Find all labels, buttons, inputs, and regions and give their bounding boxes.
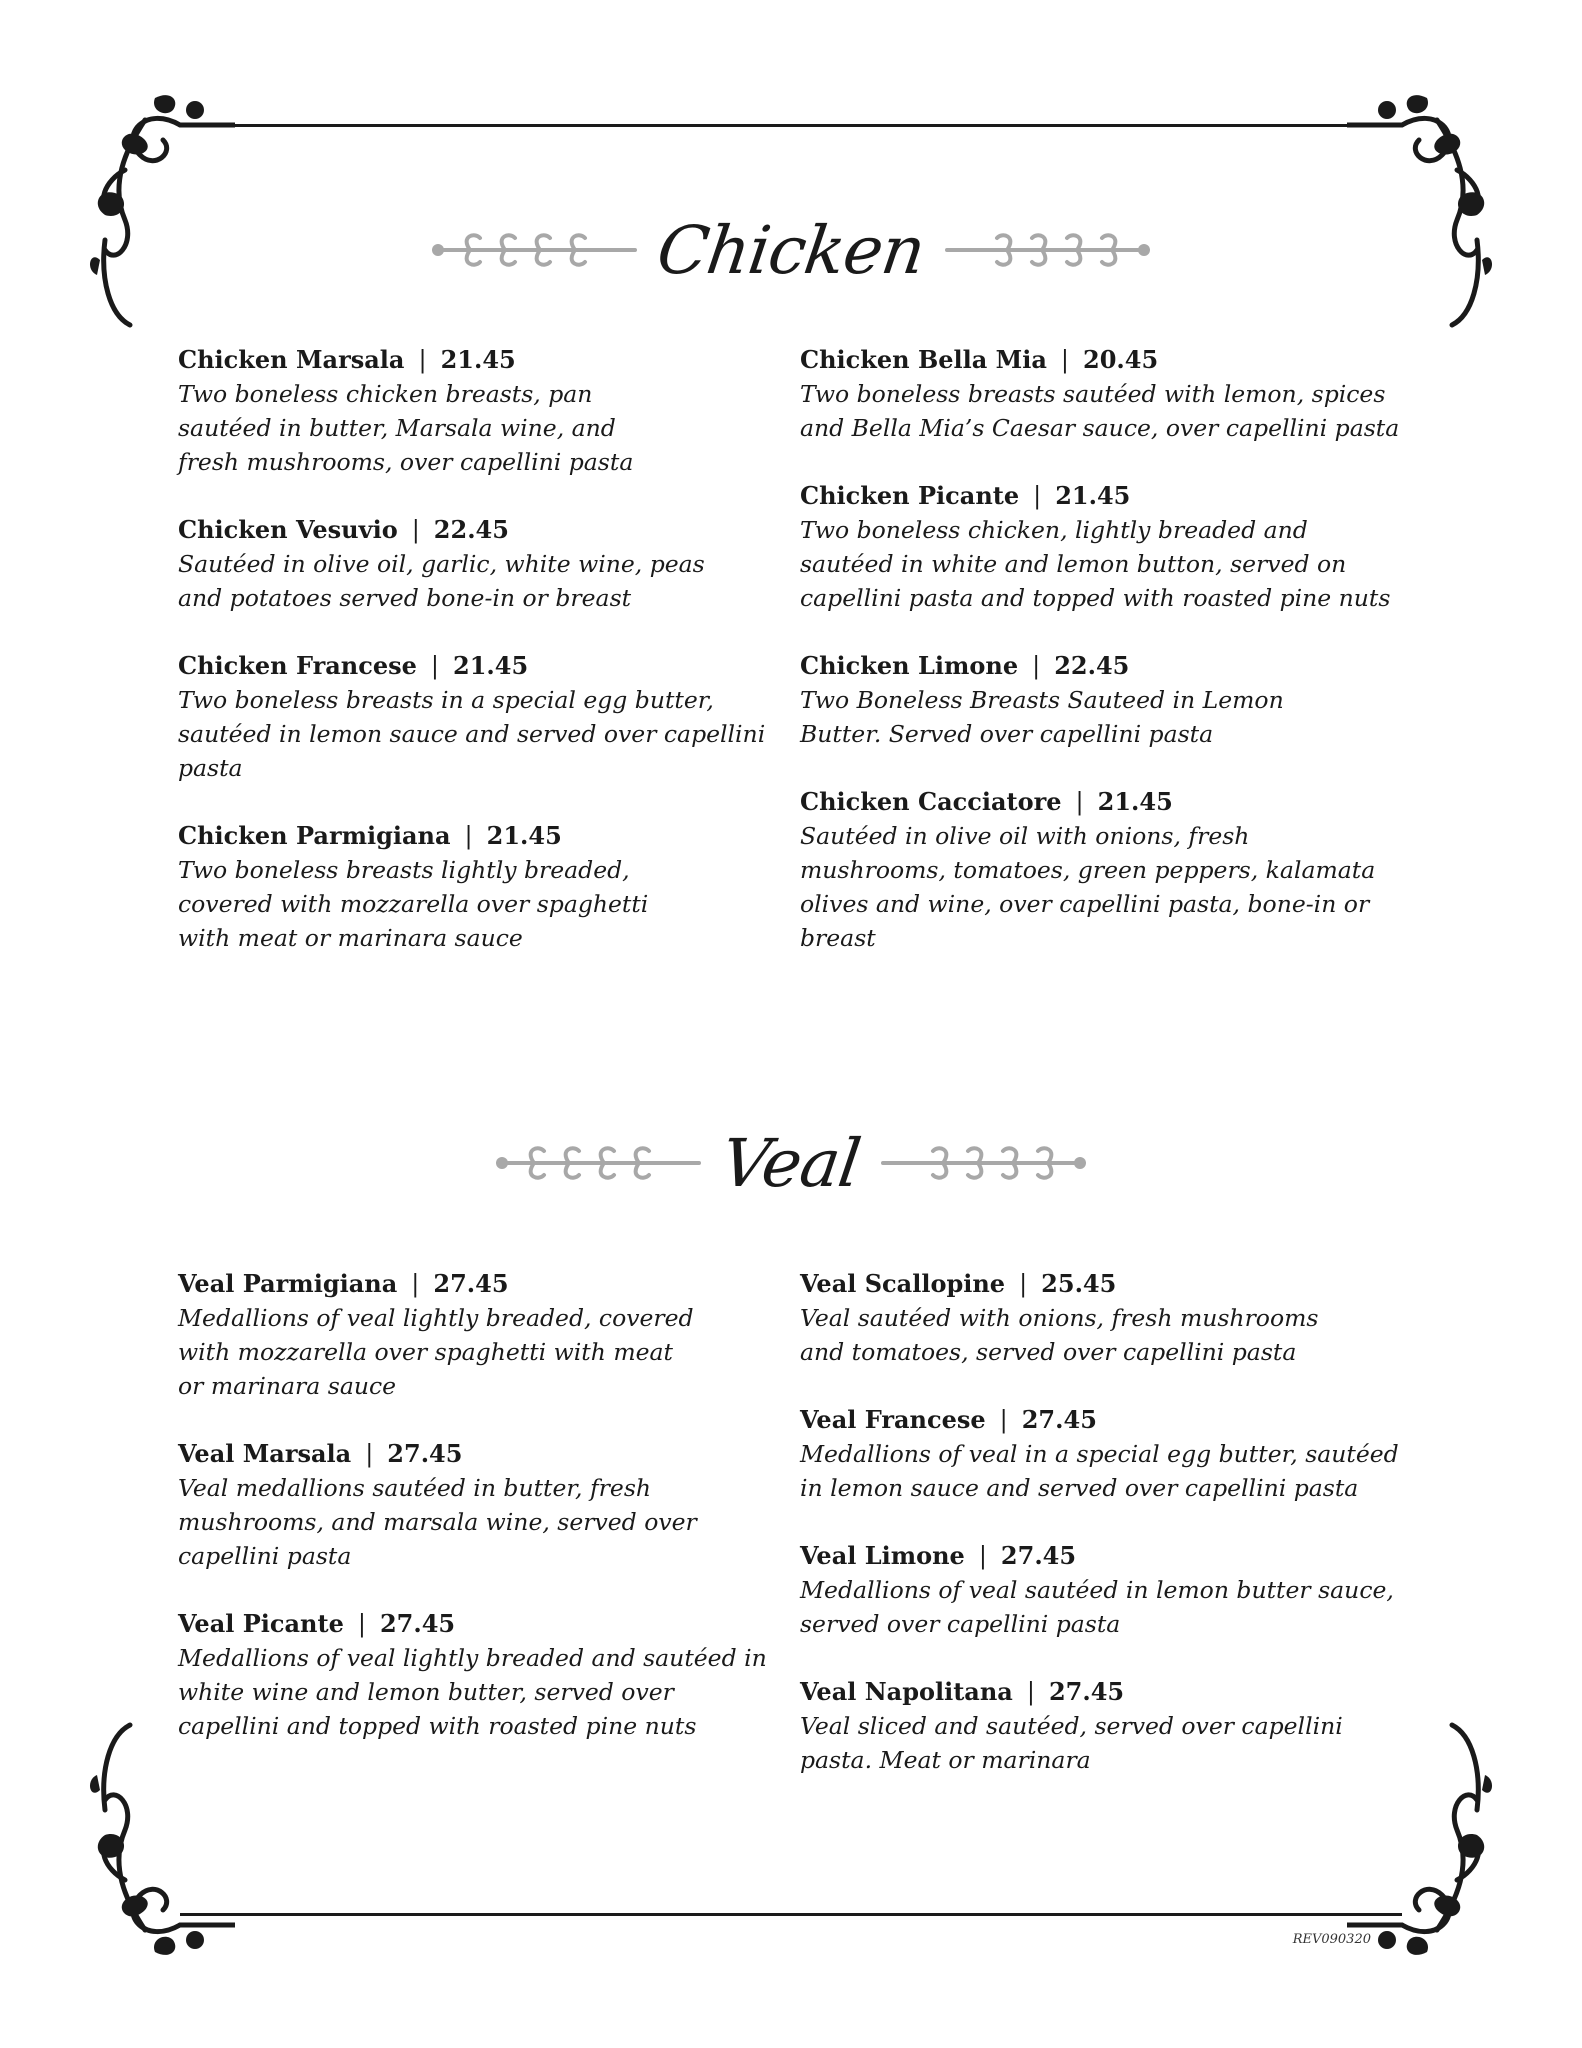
item-price: 27.45 (1000, 1541, 1077, 1570)
menu-item: Chicken Limone | 22.45 Two Boneless Breasts Sauteed in Lemon Butter. Served over capellini pasta (800, 649, 1400, 751)
item-description: Veal medallions sautéed in butter, fresh mushrooms, and marsala wine, served over capellini pasta (178, 1474, 697, 1570)
item-price: 21.45 (1055, 481, 1131, 510)
menu-item: Chicken Vesuvio | 22.45 Sautéed in olive oil, garlic, white wine, peas and potatoes served bone-in or breast (178, 513, 778, 615)
item-description: Two boneless chicken, lightly breaded and sautéed in white and lemon button, served on capellini pasta and topped with roasted pine nuts (800, 516, 1391, 612)
item-name: Veal Picante (178, 1609, 344, 1638)
item-description: Two boneless breasts lightly breaded, covered with mozzarella over spaghetti with meat or marinara sauce (178, 856, 649, 952)
laurel-sprig-icon (942, 228, 1152, 272)
veal-section-header (0, 1118, 1582, 1208)
menu-item: Veal Picante | 27.45 Medallions of veal lightly breaded and sautéed in white wine and lemon butter, served over capellini and topped with roasted pine nuts (178, 1607, 778, 1743)
item-price: 22.45 (433, 515, 509, 544)
veal-right-column (800, 1267, 1400, 1811)
item-price: 27.45 (1021, 1405, 1097, 1434)
item-name: Chicken Parmigiana (178, 821, 451, 850)
menu-item: Chicken Bella Mia | 20.45 Two boneless breasts sautéed with lemon, spices and Bella Mia’s Caesar sauce, over capellini pasta (800, 343, 1400, 445)
item-description: Two boneless chicken breasts, pan sautéed in butter, Marsala wine, and fresh mushrooms, over capellini pasta (178, 380, 634, 476)
item-name: Veal Limone (800, 1541, 965, 1570)
item-name: Chicken Francese (178, 651, 417, 680)
menu-item: Veal Marsala | 27.45 Veal medallions sautéed in butter, fresh mushrooms, and marsala wine, served over capellini pasta (178, 1437, 778, 1573)
item-price: 21.45 (1097, 787, 1173, 816)
chicken-section-title: Chicken (652, 211, 930, 289)
item-price: 21.45 (486, 821, 562, 850)
chicken-section-header (0, 205, 1582, 295)
chicken-right-column (800, 343, 1400, 989)
item-description: Veal sliced and sautéed, served over capellini pasta. Meat or marinara (800, 1712, 1343, 1774)
item-name: Veal Napolitana (800, 1677, 1013, 1706)
menu-item: Veal Scallopine | 25.45 Veal sautéed with onions, fresh mushrooms and tomatoes, served over capellini pasta (800, 1267, 1400, 1369)
item-description: Medallions of veal lightly breaded, covered with mozzarella over spaghetti with meat or marinara sauce (178, 1304, 694, 1400)
item-description: Sautéed in olive oil, garlic, white wine, peas and potatoes served bone-in or breast (178, 550, 705, 612)
item-name: Veal Francese (800, 1405, 986, 1434)
bottom-border-line (180, 1913, 1402, 1916)
menu-item: Veal Parmigiana | 27.45 Medallions of veal lightly breaded, covered with mozzarella over spaghetti with meat or marinara sauce (178, 1267, 778, 1403)
item-name: Veal Scallopine (800, 1269, 1006, 1298)
menu-item: Chicken Francese | 21.45 Two boneless breasts in a special egg butter, sautéed in lemon sauce and served over capellini pasta (178, 649, 778, 785)
menu-item: Chicken Parmigiana | 21.45 Two boneless breasts lightly breaded, covered with mozzarella over spaghetti with meat or marinara sauce (178, 819, 778, 955)
revision-code: REV090320 (1292, 1932, 1371, 1947)
menu-item: Veal Francese | 27.45 Medallions of veal in a special egg butter, sautéed in lemon sauce and served over capellini pasta (800, 1403, 1400, 1505)
item-description: Sautéed in olive oil with onions, fresh mushrooms, tomatoes, green peppers, kalamata olives and wine, over capellini pasta, bone-in or breast (800, 822, 1376, 952)
veal-section-title: Veal (717, 1124, 865, 1202)
item-name: Chicken Cacciatore (800, 787, 1062, 816)
item-description: Medallions of veal lightly breaded and sautéed in white wine and lemon butter, served over capellini and topped with roasted pine nuts (178, 1644, 767, 1740)
menu-item: Veal Napolitana | 27.45 Veal sliced and sautéed, served over capellini pasta. Meat or marinara (800, 1675, 1400, 1777)
item-price: 27.45 (379, 1609, 456, 1638)
item-description: Veal sautéed with onions, fresh mushrooms and tomatoes, served over capellini pasta (800, 1304, 1319, 1366)
veal-left-column (178, 1267, 778, 1777)
item-name: Veal Parmigiana (178, 1269, 398, 1298)
menu-item: Veal Limone | 27.45 Medallions of veal sautéed in lemon butter sauce, served over capellini pasta (800, 1539, 1400, 1641)
item-price: 27.45 (387, 1439, 463, 1468)
item-price: 20.45 (1083, 345, 1159, 374)
item-description: Two boneless breasts in a special egg butter, sautéed in lemon sauce and served over capellini pasta (178, 686, 766, 782)
item-name: Chicken Picante (800, 481, 1020, 510)
item-price: 21.45 (453, 651, 529, 680)
item-price: 22.45 (1054, 651, 1130, 680)
item-name: Chicken Limone (800, 651, 1019, 680)
laurel-sprig-icon (494, 1141, 704, 1185)
item-description: Two boneless breasts sautéed with lemon, spices and Bella Mia’s Caesar sauce, over capellini pasta (800, 380, 1400, 442)
item-price: 25.45 (1041, 1269, 1117, 1298)
item-name: Chicken Bella Mia (800, 345, 1047, 374)
item-name: Chicken Vesuvio (178, 515, 398, 544)
item-description: Two Boneless Breasts Sauteed in Lemon Butter. Served over capellini pasta (800, 686, 1284, 748)
menu-item: Chicken Picante | 21.45 Two boneless chicken, lightly breaded and sautéed in white and lemon button, served on capellini pasta and topped with roasted pine nuts (800, 479, 1400, 615)
laurel-sprig-icon (878, 1141, 1088, 1185)
item-price: 21.45 (440, 345, 516, 374)
top-border-line (180, 124, 1402, 127)
menu-item: Chicken Cacciatore | 21.45 Sautéed in olive oil with onions, fresh mushrooms, tomatoes, green peppers, kalamata olives and wine, over capellini pasta, bone-in or breast (800, 785, 1400, 955)
item-name: Veal Marsala (178, 1439, 352, 1468)
item-price: 27.45 (433, 1269, 509, 1298)
item-name: Chicken Marsala (178, 345, 405, 374)
item-price: 27.45 (1048, 1677, 1125, 1706)
chicken-left-column (178, 343, 778, 989)
menu-item: Chicken Marsala | 21.45 Two boneless chicken breasts, pan sautéed in butter, Marsala wine, and fresh mushrooms, over capellini pasta (178, 343, 778, 479)
item-description: Medallions of veal sautéed in lemon butter sauce, served over capellini pasta (800, 1576, 1394, 1638)
laurel-sprig-icon (430, 228, 640, 272)
item-description: Medallions of veal in a special egg butter, sautéed in lemon sauce and served over capellini pasta (800, 1440, 1399, 1502)
